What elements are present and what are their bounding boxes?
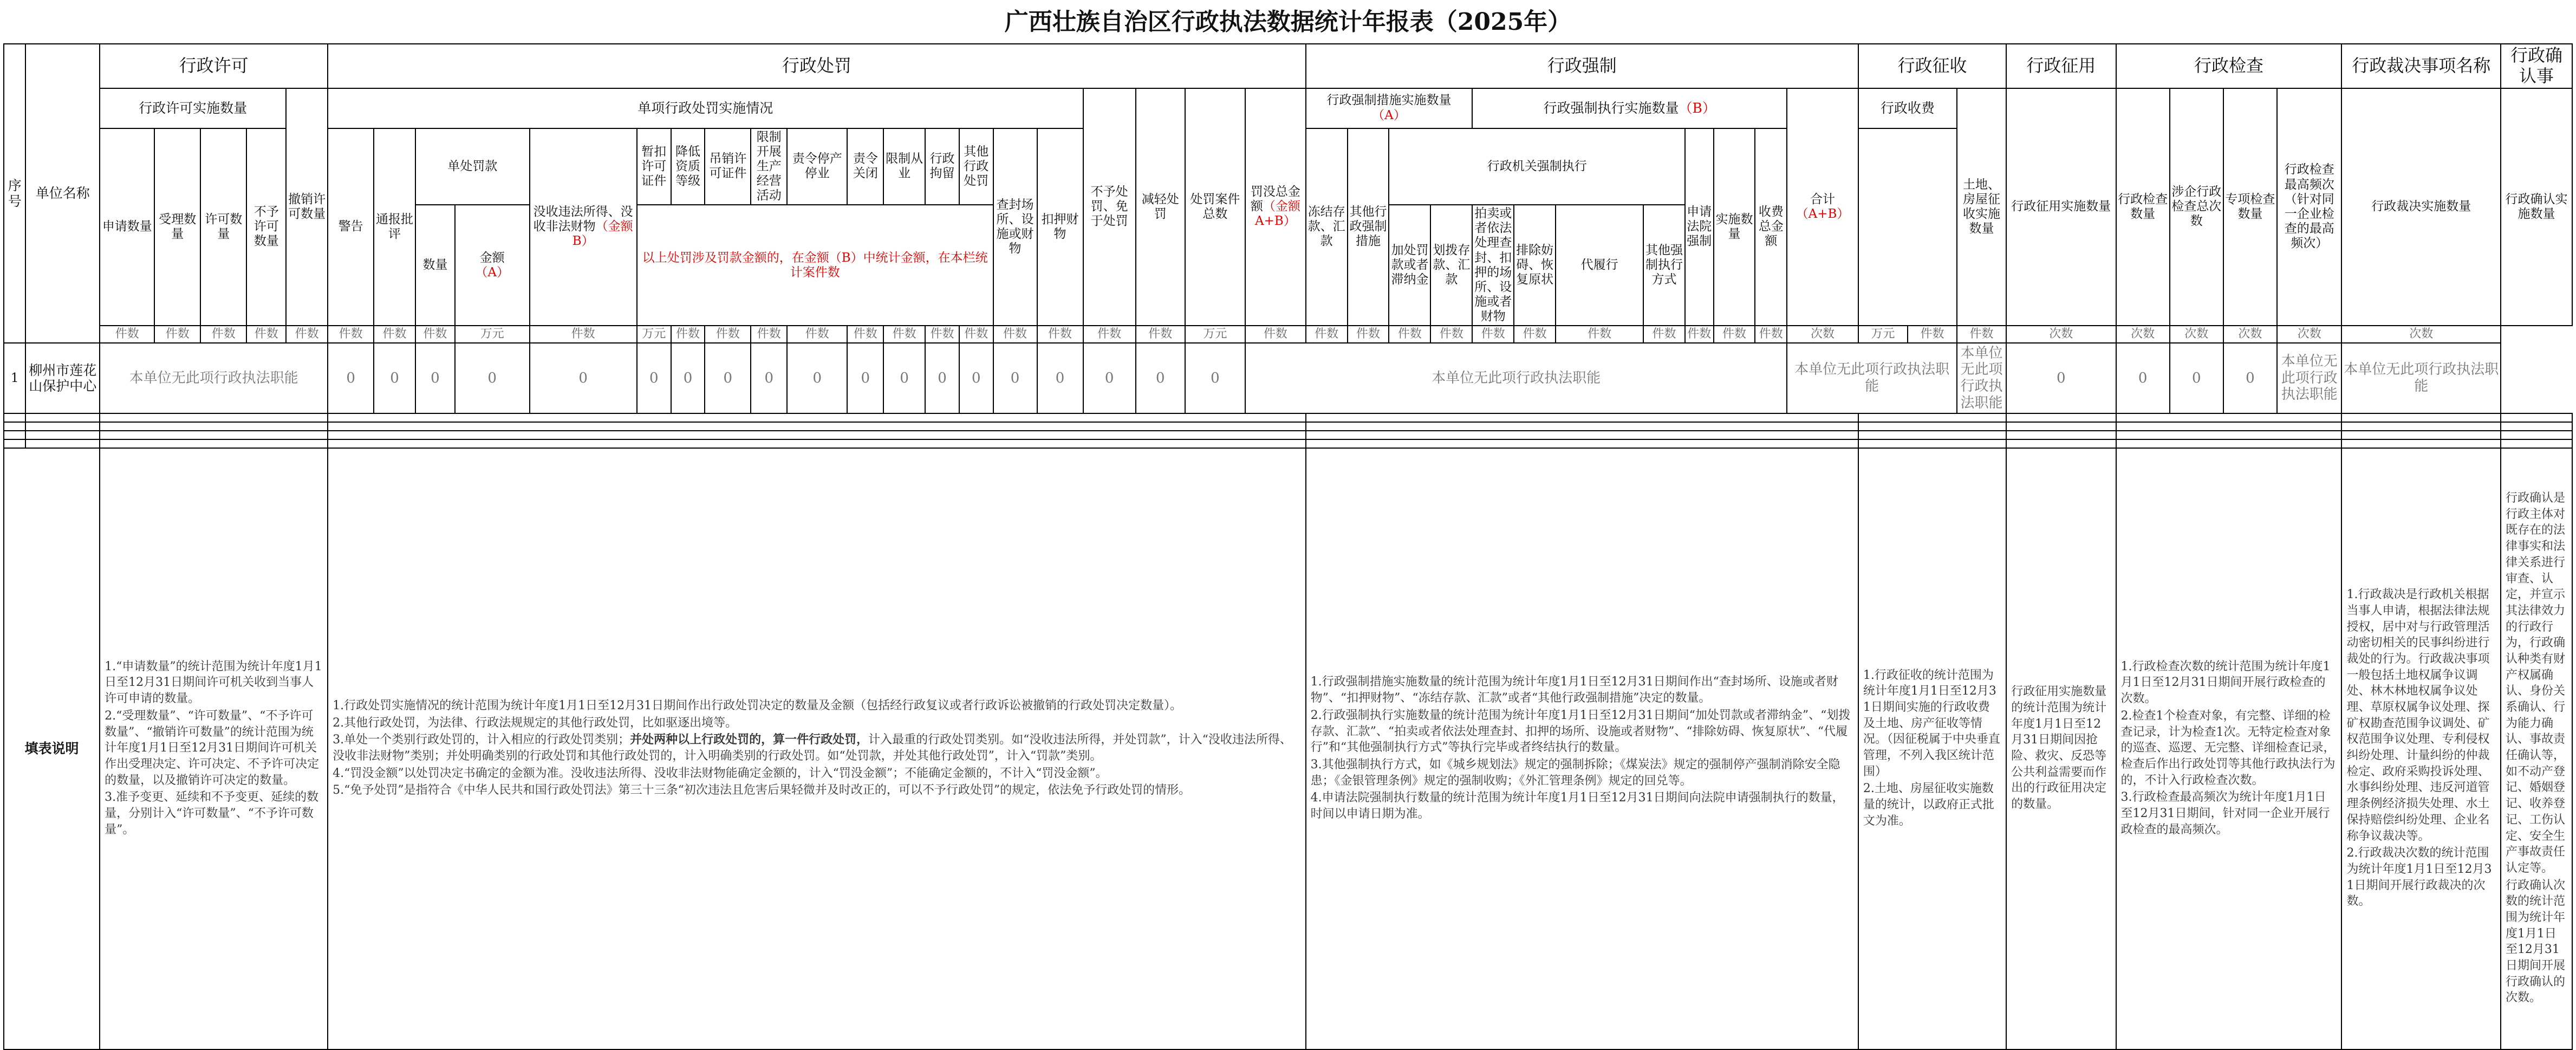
unit-penalty-confiscate-count: 件数: [530, 326, 637, 343]
empty-cell: [1858, 439, 2006, 448]
unit-license-apply: 件数: [100, 326, 154, 343]
note-license-2: 2.“受理数量”、“许可数量”、“不予许可数量”、“撤销许可数量”的统计范围为统计年度1月1日至12月31日期间许可机关作出受理决定、许可决定、不予许可决定的数量，以及撤销许可决定的数量。: [105, 709, 320, 787]
header-penalty-exempt: 不予处罚、免于处罚: [1083, 88, 1136, 326]
unit-inspection-enterprise: 次数: [2116, 326, 2170, 343]
header-coercion-measures-tag: （A）: [1372, 108, 1406, 122]
empty-cell: [1306, 422, 1858, 431]
unit-penalty-warning: 件数: [328, 326, 374, 343]
empty-cell: [100, 422, 328, 431]
empty-cell: [2006, 431, 2116, 439]
note-penalty-3b: 并处两种以上行政处罚的，算一件行政处罚，: [630, 733, 869, 747]
cell-inspection-max-freq: 0: [2223, 343, 2277, 413]
adjudication-no-function: 本单位无此项行政执法职能: [2277, 343, 2341, 413]
empty-row: [4, 439, 2572, 448]
notes-requisition: [2006, 448, 2116, 1049]
empty-cell: [2006, 413, 2116, 422]
header-coercion-auction: 拍卖或者依法处理查封、扣押的场所、设施或者财物: [1472, 205, 1514, 326]
group-header-adjudication: 行政裁决事项名称: [2341, 44, 2500, 88]
unit-penalty-close: 件数: [883, 326, 925, 343]
unit-levy-fee-amount: 万元: [1858, 326, 1908, 343]
notes-coercion: [1306, 448, 1858, 1049]
cell-penalty-detention: 0: [959, 343, 993, 413]
unit-penalty-fine-amount: 万元: [455, 326, 530, 343]
header-coercion-exec-label: 行政强制执行实施数量: [1543, 100, 1679, 116]
notes-license: [100, 448, 328, 1049]
header-penalty-circular: 通报批评: [374, 128, 415, 326]
note-penalty-4: 4.“罚没金额”以处罚决定书确定的金额为准。没收违法所得、没收非法财物能确定金额的，计入“罚没金额”；不能确定金额的，不计入“罚没金额”。: [333, 766, 1108, 780]
header-coercion-exec-tag: （B）: [1679, 100, 1716, 116]
note-inspection-1: 1.行政检查次数的统计范围为统计年度1月1日至12月31日期间开展行政检查的次数。: [2120, 659, 2331, 706]
unit-coercion-total: 件数: [1755, 326, 1787, 343]
empty-cell: [1858, 422, 2006, 431]
unit-coercion-surcharge: 件数: [1430, 326, 1472, 343]
empty-cell: [2006, 439, 2116, 448]
unit-license-deny: 件数: [246, 326, 286, 343]
unit-penalty-fine-count: 件数: [415, 326, 455, 343]
header-inspection-enterprise: 涉企行政检查总次数: [2170, 88, 2223, 326]
header-requisition-impl: 行政征用实施数量: [2006, 88, 2116, 326]
unit-coercion-other-measure: 件数: [1389, 326, 1430, 343]
unit-coercion-transfer: 件数: [1472, 326, 1514, 343]
cell-inspection-special: 0: [2170, 343, 2223, 413]
header-penalty-total: 处罚案件总数: [1185, 88, 1245, 326]
empty-cell: [2116, 439, 2342, 448]
empty-cell: [1306, 439, 1858, 448]
note-requisition-1: 行政征用实施数量的统计范围为统计年度1月1日至12月31日期间因抢险、救灾、反恐等公共利益需要而作出的行政征用决定的数量。: [2011, 685, 2107, 812]
unit-coercion-freeze: 件数: [1348, 326, 1389, 343]
header-confirmation-impl: 行政确认实施数量: [2501, 88, 2572, 326]
empty-cell: [2501, 413, 2572, 422]
note-coercion-1: 1.行政强制措施实施数量的统计范围为统计年度1月1日至12月31日期间作出“查封场所、设施或者财物”、“扣押财物”、“冻结存款、汇款”或者“其他行政强制措施”决定的数量。: [1310, 675, 1838, 705]
cell-penalty-lower-qualification: 0: [705, 343, 751, 413]
unit-penalty-revoke-license: 件数: [751, 326, 787, 343]
note-penalty-3: [333, 732, 1301, 764]
header-penalty-warning: 警告: [328, 128, 374, 326]
header-coercion-restore: 排除妨碍、恢复原状: [1514, 205, 1556, 326]
header-coercion-other-measure: 其他行政强制措施: [1348, 128, 1389, 326]
notes-penalty: [328, 448, 1306, 1049]
unit-penalty-confisc-total: 万元: [1185, 326, 1245, 343]
unit-adjudication-impl: 次数: [2277, 326, 2341, 343]
unit-levy-land: 件数: [1908, 326, 1957, 343]
requisition-no-function: 本单位无此项行政执法职能: [1957, 343, 2006, 413]
cell-penalty-revoke-license: 0: [751, 343, 787, 413]
note-coercion-2: 2.行政强制执行实施数量的统计范围为统计年度1月1日至12月31日期间“加处罚款或者滞纳金”、“划拨存款、汇款”、“拍卖或者依法处理查封、扣押的场所、设施或者财物”、“排除妨碍、恢复原状”、“代履行”和“其他强制执行方式”等执行完毕或者终结执行的数量。: [1310, 708, 1851, 755]
unit-coercion-substitute: 件数: [1643, 326, 1685, 343]
header-penalty-fine-amount-label: 金额: [479, 250, 505, 265]
header-coercion-surcharge: 加处罚款或者滞纳金: [1389, 205, 1430, 326]
empty-cell: [25, 439, 100, 448]
levy-no-function: 本单位无此项行政执法职能: [1787, 343, 1957, 413]
header-levy-fee-count: 实施数量: [1714, 128, 1755, 326]
cell-penalty-confiscate-amount: 0: [637, 343, 671, 413]
empty-cell: [1858, 413, 2006, 422]
cell-penalty-suspend-license: 0: [671, 343, 705, 413]
empty-cell: [4, 431, 25, 439]
notes-confirmation: [2501, 448, 2572, 1049]
header-inspection-count: 行政检查数量: [2116, 88, 2170, 326]
header-coercion-total: [1787, 88, 1858, 326]
empty-cell: [2116, 413, 2342, 422]
cell-penalty-exempt: 0: [1037, 343, 1083, 413]
header-levy-land: 土地、房屋征收实施数量: [1957, 88, 2006, 326]
unit-penalty-reduced: 件数: [1083, 326, 1136, 343]
header-license-accept: 受理数量: [154, 128, 200, 326]
group-header-levy: 行政征收: [1858, 44, 2006, 88]
note-adjudication-2: 2.行政裁决次数的统计范围为统计年度1月1日至12月31日期间开展行政裁决的次数。: [2346, 846, 2492, 909]
header-penalty-confiscate-label: 没收违法所得、没收非法财物: [533, 205, 633, 234]
empty-cell: [328, 431, 1306, 439]
header-coercion-total-tag: （A+B）: [1796, 206, 1850, 221]
unit-requisition-impl: 件数: [1957, 326, 2006, 343]
empty-cell: [328, 439, 1306, 448]
empty-cell: [100, 413, 328, 422]
header-coercion-freeze: 冻结存款、汇款: [1306, 128, 1348, 326]
empty-cell: [2501, 422, 2572, 431]
note-inspection-3: 3.行政检查最高频次为统计年度1月1日至12月31日期间，针对同一企业开展行政检查的最高频次。: [2120, 790, 2330, 837]
header-levy-fee: 行政收费: [1858, 88, 1957, 128]
empty-cell: [328, 422, 1306, 431]
cell-penalty-close: 0: [883, 343, 925, 413]
header-coercion-transfer: 划拨存款、汇款: [1430, 205, 1472, 326]
header-license-grant: 许可数量: [200, 128, 246, 326]
header-coercion-seize: 扣押财物: [1037, 128, 1083, 326]
cell-penalty-total: 0: [1136, 343, 1185, 413]
unit-coercion-auction: 件数: [1514, 326, 1556, 343]
header-levy-fee-amount: 收费总金额: [1755, 128, 1787, 326]
table-row: [4, 343, 2572, 413]
header-penalty-impl: 单项行政处罚实施情况: [328, 88, 1083, 128]
cell-inspection-count: 0: [2006, 343, 2116, 413]
report-table: [3, 43, 2573, 1050]
unit-license-revoke: 件数: [286, 326, 328, 343]
header-penalty-close: 责令关闭: [847, 128, 883, 205]
unit-penalty-suspend-production: 件数: [847, 326, 883, 343]
empty-cell: [25, 413, 100, 422]
unit-penalty-restrict-practice: 件数: [925, 326, 959, 343]
note-license-1: 1.“申请数量”的统计范围为统计年度1月1日至12月31日期间许可机关收到当事人许可申请的数量。: [105, 659, 322, 706]
unit-penalty-confiscate-amount: 万元: [637, 326, 671, 343]
header-coercion-measures-label: 行政强制措施实施数量: [1326, 93, 1452, 108]
header-penalty-combo-note: 以上处罚涉及罚款金额的，在金额（B）中统计金额，在本栏统计案件数: [637, 205, 993, 326]
empty-cell: [1306, 413, 1858, 422]
empty-cell: [4, 439, 25, 448]
notes-adjudication: [2341, 448, 2500, 1049]
group-header-confirmation: 行政确认事: [2501, 44, 2572, 88]
note-coercion-3: 3.其他强制执行方式，如《城乡规划法》规定的强制拆除；《煤炭法》规定的强制停产强制消除安全隐患；《金银管理条例》规定的强制收购；《外汇管理条例》规定的回兑等。: [1310, 757, 1840, 788]
unit-penalty-other: 件数: [993, 326, 1037, 343]
header-penalty-confiscate-tag: （金额B）: [572, 219, 633, 249]
unit-penalty-lower-qualification: 件数: [705, 326, 751, 343]
note-coercion-4: 4.申请法院强制执行数量的统计范围为统计年度1月1日至12月31日期间向法院申请强制执行的数量，时间以申请日期为准。: [1310, 791, 1844, 821]
cell-penalty-fine-amount: 0: [455, 343, 530, 413]
report-title: 广西壮族自治区行政执法数据统计年报表（2025年）: [1004, 8, 1572, 36]
header-coercion-court: 申请法院强制: [1685, 128, 1714, 326]
unit-inspection-max-freq: 次数: [2223, 326, 2277, 343]
unit-inspection-count: 次数: [2006, 326, 2116, 343]
header-license-revoke: 撤销许可数量: [286, 88, 328, 326]
empty-cell: [1858, 431, 2006, 439]
note-penalty-2: 2.其他行政处罚，为法律、行政法规规定的其他行政处罚，比如驱逐出境等。: [333, 716, 738, 730]
notes-levy: [1858, 448, 2006, 1049]
empty-cell: [25, 422, 100, 431]
header-inspection-special: 专项检查数量: [2223, 88, 2277, 326]
header-coercion-exec: [1472, 88, 1787, 128]
empty-row: [4, 413, 2572, 422]
empty-row: [4, 422, 2572, 431]
header-penalty-confisc-total-label: 罚没总金额: [1250, 185, 1300, 214]
empty-cell: [25, 431, 100, 439]
cell-penalty-restrict-business: 0: [787, 343, 847, 413]
header-penalty-reduced: 减轻处罚: [1136, 88, 1185, 326]
header-penalty-confisc-total-tag: （金额A+B）: [1254, 199, 1300, 229]
group-header-inspection: 行政检查: [2116, 44, 2342, 88]
cell-penalty-reduced: 0: [1083, 343, 1136, 413]
header-penalty-confiscate: [530, 128, 637, 326]
empty-cell: [1306, 431, 1858, 439]
cell-penalty-confiscate-count: 0: [530, 343, 637, 413]
unit-coercion-restore: 件数: [1556, 326, 1643, 343]
unit-penalty-restrict-business: 件数: [787, 326, 847, 343]
unit-coercion-seize: 件数: [1306, 326, 1348, 343]
empty-row: [4, 431, 2572, 439]
header-penalty-lower-qualification: 降低资质等级: [671, 128, 705, 205]
unit-penalty-exempt: 件数: [1037, 326, 1083, 343]
note-levy-2: 2.土地、房屋征收实施数量的统计，以政府正式批文为准。: [1863, 782, 1994, 828]
empty-cell: [2341, 422, 2500, 431]
header-seq: 序号: [4, 44, 25, 343]
empty-cell: [100, 439, 328, 448]
cell-inspection-enterprise: 0: [2116, 343, 2170, 413]
empty-cell: [4, 422, 25, 431]
cell-penalty-other: 0: [993, 343, 1037, 413]
header-coercion-seal: 查封场所、设施或财物: [993, 128, 1037, 326]
note-penalty-3c: 计入最重的行政处罚类别。如“没收违法所得，并处罚款”，计入“没收违法所得、没收非法财物”类别；并处明确类别的行政处罚和其他行政处罚的，计入明确类别的行政处罚。如“处罚款，并处其他行政处罚”，计入“罚款”类别。: [333, 733, 1292, 763]
cell-penalty-warning: 0: [328, 343, 374, 413]
header-penalty-suspend-production: 责令停产停业: [787, 128, 847, 205]
note-penalty-1: 1.行政处罚实施情况的统计范围为统计年度1月1日至12月31日期间作出行政处罚决定的数量及金额（包括经行政复议或者行政诉讼被撤销的行政处罚决定数量）。: [333, 699, 1182, 713]
empty-cell: [2341, 431, 2500, 439]
unit-penalty-suspend-license: 件数: [671, 326, 705, 343]
empty-cell: [100, 431, 328, 439]
confirmation-no-function: 本单位无此项行政执法职能: [2341, 343, 2500, 413]
unit-license-accept: 件数: [154, 326, 200, 343]
empty-cell: [2341, 413, 2500, 422]
unit-inspection-special: 次数: [2170, 326, 2223, 343]
empty-cell: [2501, 431, 2572, 439]
group-header-penalty: 行政处罚: [328, 44, 1306, 88]
header-inspection-max-freq: 行政检查最高频次（针对同一企业检查的最高频次）: [2277, 88, 2341, 326]
header-unit-name: 单位名称: [25, 44, 100, 343]
cell-penalty-circular: 0: [374, 343, 415, 413]
unit-coercion-other-exec: 件数: [1685, 326, 1714, 343]
header-penalty-suspend-license: 暂扣许可证件: [637, 128, 671, 205]
header-penalty-fine-count: 数量: [415, 205, 455, 326]
notes-inspection: [2116, 448, 2342, 1049]
header-penalty-detention: 行政拘留: [925, 128, 959, 205]
cell-penalty-suspend-production: 0: [847, 343, 883, 413]
group-header-coercion: 行政强制: [1306, 44, 1858, 88]
cell-penalty-fine-count: 0: [415, 343, 455, 413]
note-penalty-5: 5.“免予处罚”是指符合《中华人民共和国行政处罚法》第三十三条“初次违法且危害后果轻微并及时改正的，可以不予行政处罚”的规定，依法免予行政处罚的情形。: [333, 783, 1191, 798]
header-penalty-fine-amount-tag: （A）: [475, 265, 509, 280]
empty-cell: [2501, 439, 2572, 448]
header-coercion-other-exec: 其他强制执行方式: [1643, 205, 1685, 326]
header-penalty-revoke-license: 吊销许可证件: [705, 128, 751, 205]
unit-confirmation-impl: 次数: [2341, 326, 2500, 343]
row-unit-name: 柳州市莲花山保护中心: [25, 343, 100, 413]
empty-cell: [2116, 422, 2342, 431]
header-penalty-other: 其他行政处罚: [959, 128, 993, 205]
note-license-3: 3.准予变更、延续和不予变更、延续的数量，分别计入“许可数量”、“不予许可数量”。: [105, 790, 319, 837]
empty-cell: [2341, 439, 2500, 448]
header-coercion-measures: [1306, 88, 1473, 128]
empty-cell: [2006, 422, 2116, 431]
header-coercion-agency-exec: 行政机关强制执行: [1389, 128, 1684, 205]
header-license-apply: 申请数量: [100, 128, 154, 326]
header-adjudication-impl: 行政裁决实施数量: [2341, 88, 2500, 326]
empty-cell: [328, 413, 1306, 422]
group-header-requisition: 行政征用: [2006, 44, 2116, 88]
license-no-function: 本单位无此项行政执法职能: [100, 343, 328, 413]
header-penalty-restrict-business: 限制开展生产经营活动: [751, 128, 787, 205]
row-seq: 1: [4, 343, 25, 413]
cell-penalty-confisc-total: 0: [1185, 343, 1245, 413]
header-penalty-confisc-total: [1245, 88, 1306, 326]
header-coercion-total-label: 合计: [1810, 192, 1835, 206]
unit-penalty-detention: 件数: [959, 326, 993, 343]
unit-penalty-total: 件数: [1136, 326, 1185, 343]
empty-cell: [4, 413, 25, 422]
header-license-deny: 不予许可数量: [246, 128, 286, 326]
header-penalty-fine-amount: [455, 205, 530, 326]
note-inspection-2: 2.检查1个检查对象，有完整、详细的检查记录，计为检查1次。无特定检查对象的巡查、巡逻、无完整、详细检查记录，检查后作出行政处罚等其他行政执法行为的，不计入行政检查次数。: [2120, 709, 2336, 787]
header-license-impl: 行政许可实施数量: [100, 88, 286, 128]
coercion-no-function: 本单位无此项行政执法职能: [1245, 343, 1787, 413]
unit-coercion-court: 件数: [1714, 326, 1755, 343]
group-header-license: 行政许可: [100, 44, 328, 88]
note-confirmation-2: 行政确认次数的统计范围为统计年度1月1日至12月31日期间开展行政确认的次数。: [2505, 878, 2565, 1005]
note-levy-1: 1.行政征收的统计范围为统计年度1月1日至12月31日期间实施的行政收费及土地、房产征收等情况。（因征税属于中央垂直管理，不列入我区统计范围）: [1863, 668, 2000, 779]
header-penalty-fine: 单处罚款: [415, 128, 530, 205]
notes-row: [4, 448, 2572, 1049]
unit-license-grant: 件数: [200, 326, 246, 343]
header-penalty-restrict-practice: 限制从业: [883, 128, 925, 205]
cell-penalty-restrict-practice: 0: [925, 343, 959, 413]
note-penalty-3a: 3.单处一个类别行政处罚的，计入相应的行政处罚类别；: [333, 733, 630, 747]
unit-penalty-circular: 件数: [374, 326, 415, 343]
unit-coercion-seal: 件数: [1245, 326, 1306, 343]
note-adjudication-1: 1.行政裁决是行政机关根据当事人申请，根据法律法规授权，居中对与行政管理活动密切相关的民事纠纷进行裁处的行为。行政裁决事项一般包括土地权属争议调处、林木林地权属争议处理、草原权属争议处理、探矿权勘查范围争议调处、矿权范围争议处理、专利侵权纠纷处理、计量纠纷的仲裁检定、政府采购投诉处理、水事纠纷处理、违反河道管理条例经济损失处理、水土保持赔偿纠纷处理、企业名称争议裁决等。: [2346, 588, 2490, 843]
note-confirmation-1: 行政确认是行政主体对既存在的法律事实和法律关系进行审查、认定，并宣示其法律效力的行政行为，行政确认种类有财产权属确认、身份关系确认、行为能力确认、事故责任确认等，如不动产登记、婚姻登记、收养登记、工伤认定、安全生产事故责任认定等。: [2505, 491, 2565, 875]
empty-cell: [2116, 431, 2342, 439]
unit-levy-fee-count: 次数: [1787, 326, 1858, 343]
notes-label: 填表说明: [4, 448, 100, 1049]
header-coercion-substitute: 代履行: [1556, 205, 1643, 326]
